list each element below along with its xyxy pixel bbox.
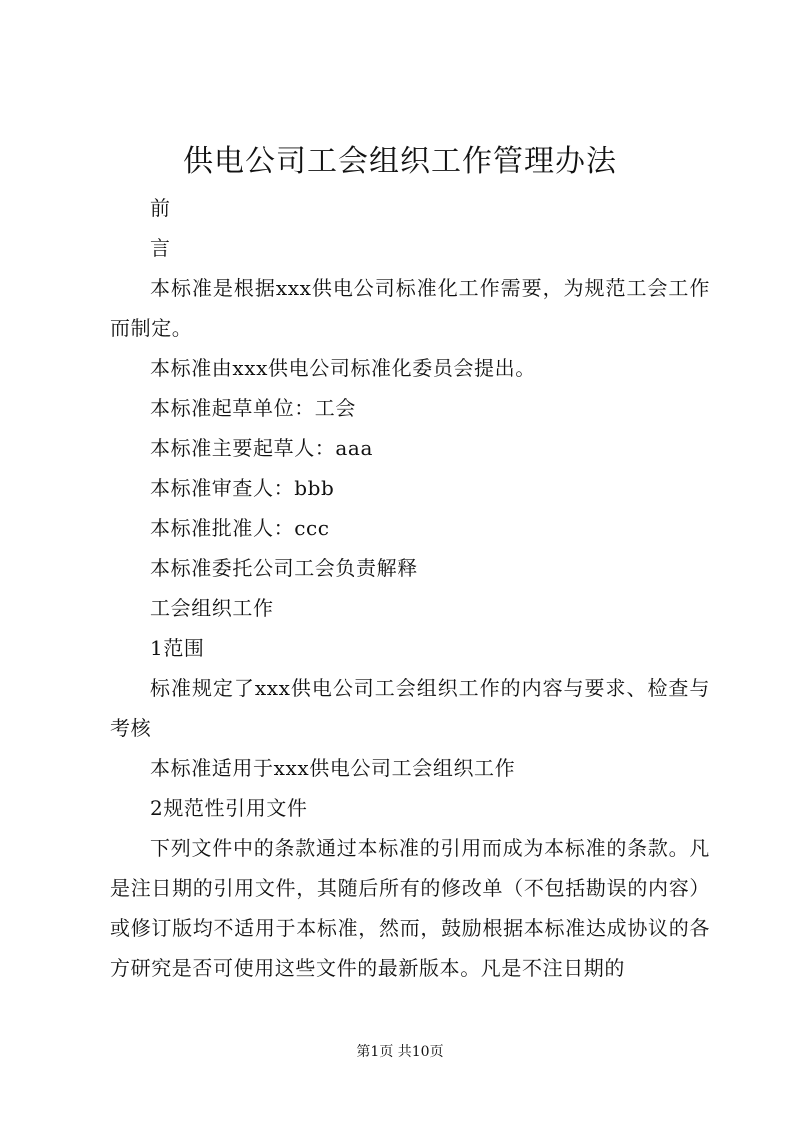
paragraph: 本标准是根据xxx供电公司标准化工作需要，为规范工会工作而制定。 (110, 276, 710, 340)
paragraph: 本标准批准人：ccc (150, 516, 330, 540)
document-body (110, 188, 710, 988)
section-heading: 工会组织工作 (150, 596, 274, 620)
paragraph: 本标准适用于xxx供电公司工会组织工作 (150, 756, 516, 780)
page-number-footer: 第1页 共10页 (356, 1044, 444, 1060)
paragraph: 言 (150, 236, 171, 260)
paragraph: 下列文件中的条款通过本标准的引用而成为本标准的条款。凡是注日期的引用文件，其随后所有的修改单（不包括勘误的内容）或修订版均不适用于本标准，然而，鼓励根据本标准达成协议的各方研究是否可使用这些文件的最新版本。凡是不注日期的 (110, 836, 710, 980)
paragraph: 本标准由xxx供电公司标准化委员会提出。 (150, 356, 536, 380)
section-heading: 1范围 (150, 636, 205, 660)
paragraph: 本标准审查人：bbb (150, 476, 335, 500)
paragraph: 前 (150, 196, 171, 220)
section-heading: 2规范性引用文件 (150, 796, 308, 820)
paragraph: 标准规定了xxx供电公司工会组织工作的内容与要求、检查与考核 (110, 676, 710, 740)
document-title: 供电公司工会组织工作管理办法 (183, 144, 617, 179)
paragraph: 本标准起草单位：工会 (150, 396, 356, 420)
paragraph: 本标准主要起草人：aaa (150, 436, 373, 460)
paragraph: 本标准委托公司工会负责解释 (150, 556, 418, 580)
